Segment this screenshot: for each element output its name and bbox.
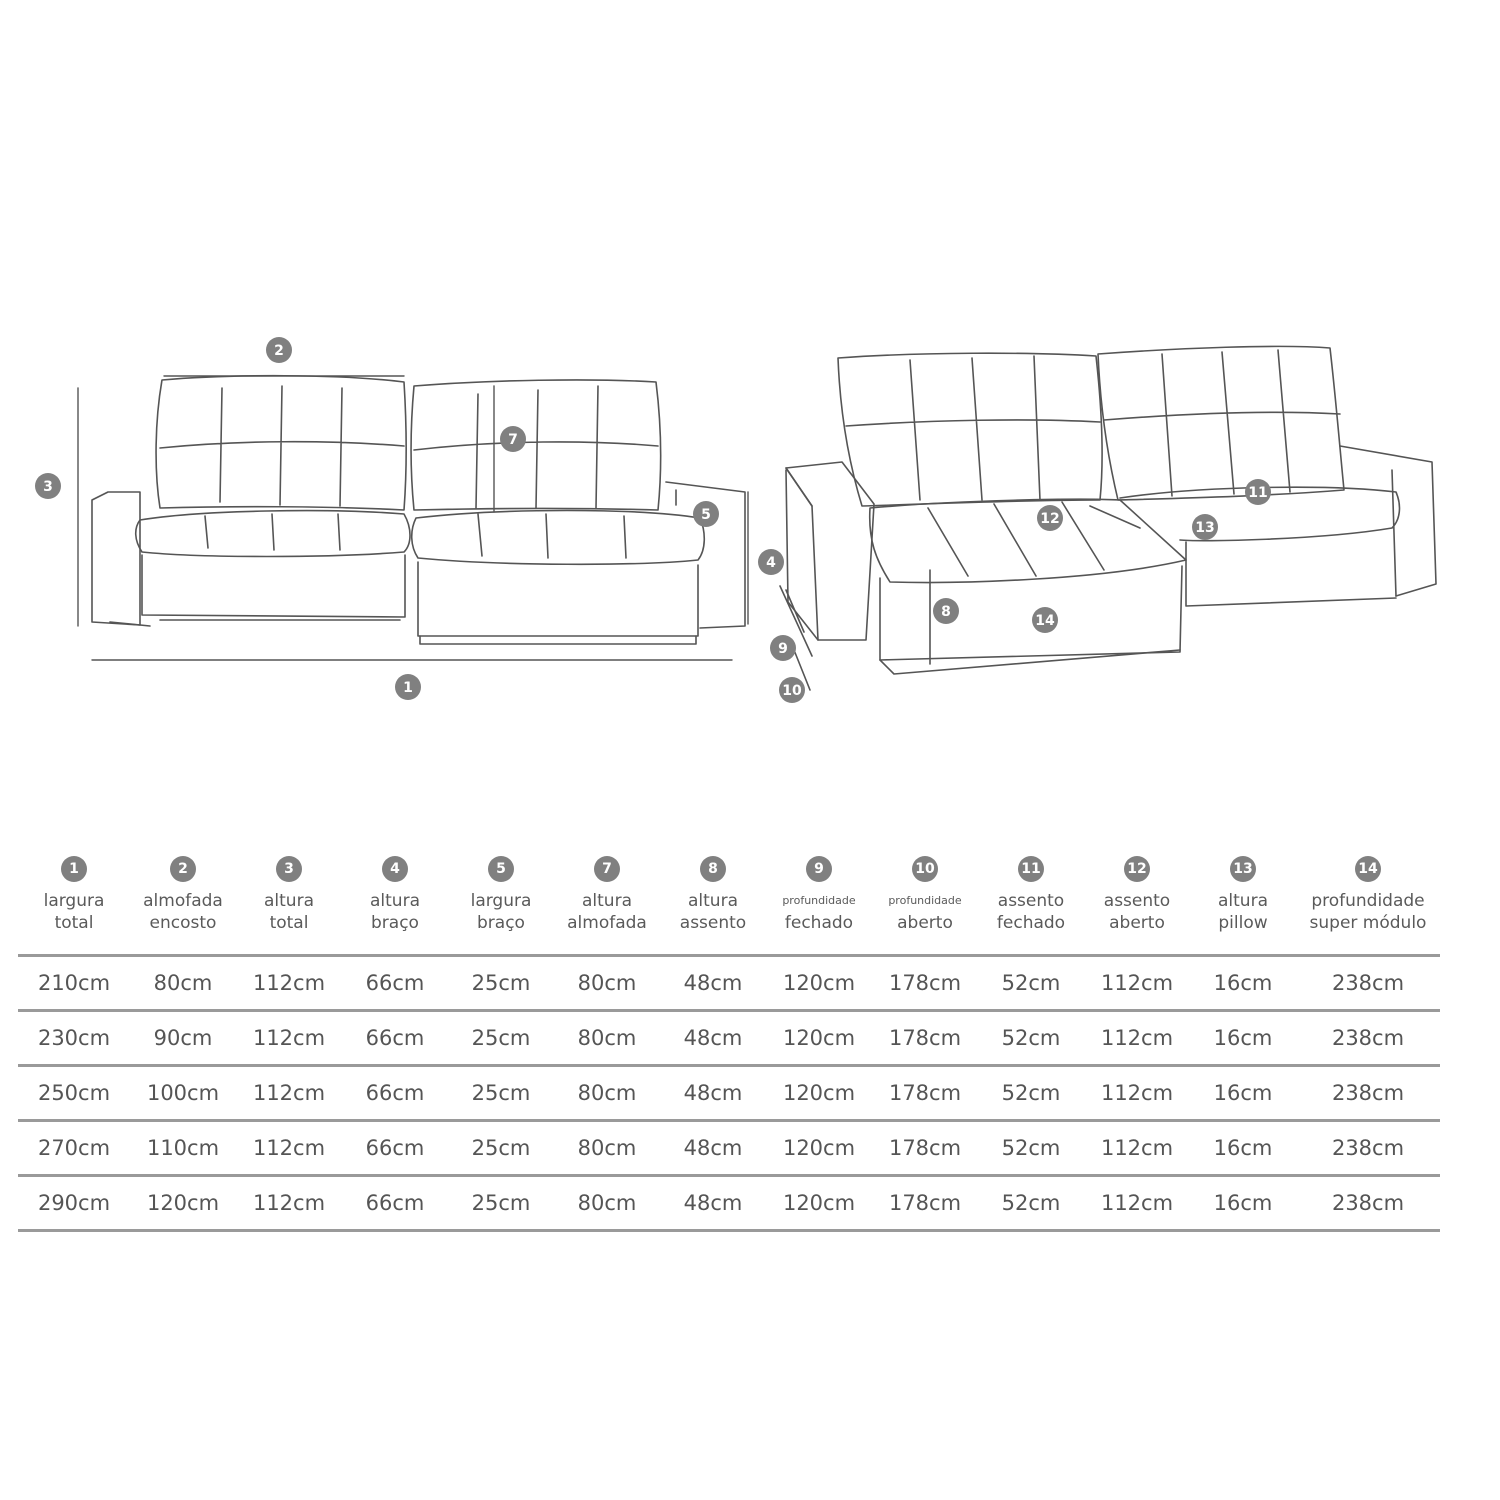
table-cell: 178cm	[888, 1026, 962, 1050]
front-dimension-lines	[78, 376, 748, 660]
column-label-line: aberto	[1109, 913, 1165, 933]
table-cell: 238cm	[1331, 1081, 1405, 1105]
table-cell: 66cm	[365, 1191, 425, 1215]
column-label-line: altura	[582, 891, 632, 911]
table-cell: 48cm	[683, 1191, 743, 1215]
table-cell: 112cm	[252, 1136, 326, 1160]
column-label	[782, 890, 855, 934]
column-label	[1104, 890, 1170, 934]
badges	[35, 337, 1271, 703]
svg-text:10: 10	[782, 683, 802, 699]
svg-text:4: 4	[766, 555, 776, 571]
column-label-line: super módulo	[1309, 913, 1427, 933]
table-cell: 52cm	[1001, 1026, 1061, 1050]
table-cell: 25cm	[471, 1136, 531, 1160]
badge-5	[693, 501, 719, 527]
table-cell: 80cm	[577, 1026, 637, 1050]
table-cell: 178cm	[888, 971, 962, 995]
table-cell: 120cm	[782, 971, 856, 995]
column-label	[143, 890, 223, 934]
table-cell: 80cm	[577, 1081, 637, 1105]
column-number-badge: 9	[806, 856, 832, 882]
svg-text:12: 12	[1040, 511, 1060, 527]
table-cell: 112cm	[252, 1081, 326, 1105]
table-cell: 52cm	[1001, 1136, 1061, 1160]
table-cell: 238cm	[1331, 1191, 1405, 1215]
column-label-line: assento	[679, 913, 747, 933]
table-cell: 112cm	[252, 1026, 326, 1050]
perspective-sofa	[780, 346, 1436, 690]
table-header-row	[18, 848, 1440, 954]
column-header-10	[872, 848, 978, 954]
table-cell: 100cm	[146, 1081, 220, 1105]
table-cell: 238cm	[1331, 1026, 1405, 1050]
column-header-12	[1084, 848, 1190, 954]
table-cell: 48cm	[683, 971, 743, 995]
table-cell: 120cm	[782, 1191, 856, 1215]
column-label-line: pillow	[1218, 913, 1268, 933]
table-cell: 230cm	[37, 1026, 111, 1050]
table-cell: 52cm	[1001, 1081, 1061, 1105]
table-cell: 52cm	[1001, 971, 1061, 995]
column-number-badge: 8	[700, 856, 726, 882]
svg-text:8: 8	[941, 604, 951, 620]
column-header-8	[660, 848, 766, 954]
badge-11	[1245, 479, 1271, 505]
table-cell: 80cm	[577, 1191, 637, 1215]
column-label	[471, 890, 532, 934]
table-row	[18, 1064, 1440, 1119]
column-label-line: altura	[1218, 891, 1268, 911]
badge-9	[770, 635, 796, 661]
table-cell: 112cm	[1100, 1191, 1174, 1215]
table-cell: 178cm	[888, 1191, 962, 1215]
svg-text:2: 2	[274, 343, 284, 359]
badge-7	[500, 426, 526, 452]
table-body	[18, 954, 1440, 1232]
table-cell: 120cm	[782, 1136, 856, 1160]
svg-text:1: 1	[403, 680, 413, 696]
column-label	[997, 890, 1065, 934]
table-cell: 290cm	[37, 1191, 111, 1215]
table-cell: 66cm	[365, 1136, 425, 1160]
table-cell: 112cm	[1100, 1081, 1174, 1105]
svg-text:11: 11	[1248, 485, 1268, 501]
front-view-sofa	[92, 376, 745, 644]
table-cell: 25cm	[471, 1081, 531, 1105]
column-label	[1218, 890, 1268, 934]
column-header-14	[1296, 848, 1440, 954]
column-label-line: largura	[43, 891, 105, 911]
column-label-line: profundidade	[1311, 891, 1425, 911]
table-cell: 178cm	[888, 1081, 962, 1105]
table-cell: 16cm	[1213, 971, 1273, 995]
table-cell: 66cm	[365, 1081, 425, 1105]
table-cell: 48cm	[683, 1026, 743, 1050]
column-number-badge: 11	[1018, 856, 1044, 882]
table-cell: 90cm	[153, 1026, 213, 1050]
column-number-badge: 10	[912, 856, 938, 882]
badge-3	[35, 473, 61, 499]
column-header-4	[342, 848, 448, 954]
badge-1	[395, 674, 421, 700]
column-label-line: almofada	[567, 913, 647, 933]
column-number-badge: 4	[382, 856, 408, 882]
column-header-7	[554, 848, 660, 954]
table-cell: 110cm	[146, 1136, 220, 1160]
table-cell: 238cm	[1331, 1136, 1405, 1160]
badge-14	[1032, 607, 1058, 633]
table-cell: 120cm	[782, 1026, 856, 1050]
badge-2	[266, 337, 292, 363]
column-label	[264, 890, 314, 934]
column-number-badge: 2	[170, 856, 196, 882]
column-label	[888, 890, 961, 934]
column-label-line: fechado	[996, 913, 1066, 933]
column-label	[567, 890, 647, 934]
column-label-line: assento	[997, 891, 1065, 911]
table-row	[18, 1009, 1440, 1064]
column-label-line: altura	[370, 891, 420, 911]
svg-text:5: 5	[701, 507, 711, 523]
table-cell: 112cm	[1100, 1136, 1174, 1160]
column-number-badge: 13	[1230, 856, 1256, 882]
table-cell: 178cm	[888, 1136, 962, 1160]
column-label-line: braço	[371, 913, 419, 933]
table-cell: 48cm	[683, 1136, 743, 1160]
column-label-line: profundidade	[782, 894, 856, 907]
table-row	[18, 1119, 1440, 1174]
column-header-1	[18, 848, 130, 954]
column-number-badge: 12	[1124, 856, 1150, 882]
column-label-line: encosto	[149, 913, 217, 933]
table-cell: 210cm	[37, 971, 111, 995]
table-cell: 80cm	[153, 971, 213, 995]
column-number-badge: 7	[594, 856, 620, 882]
column-label-line: fechado	[784, 913, 854, 933]
badge-13	[1192, 514, 1218, 540]
column-label-line: braço	[477, 913, 525, 933]
dimension-spec-table	[18, 848, 1440, 1232]
table-cell: 250cm	[37, 1081, 111, 1105]
badge-4	[758, 549, 784, 575]
table-cell: 112cm	[1100, 971, 1174, 995]
table-cell: 120cm	[782, 1081, 856, 1105]
svg-text:9: 9	[778, 641, 788, 657]
column-label	[44, 890, 105, 934]
table-cell: 25cm	[471, 1191, 531, 1215]
table-cell: 52cm	[1001, 1191, 1061, 1215]
table-cell: 66cm	[365, 971, 425, 995]
svg-text:14: 14	[1035, 613, 1055, 629]
table-cell: 25cm	[471, 1026, 531, 1050]
table-cell: 112cm	[252, 971, 326, 995]
column-label-line: assento	[1103, 891, 1171, 911]
table-row	[18, 954, 1440, 1009]
table-cell: 66cm	[365, 1026, 425, 1050]
badge-8	[933, 598, 959, 624]
table-cell: 112cm	[1100, 1026, 1174, 1050]
table-cell: 112cm	[252, 1191, 326, 1215]
column-header-5	[448, 848, 554, 954]
column-label	[1310, 890, 1427, 934]
table-cell: 120cm	[146, 1191, 220, 1215]
table-cell: 16cm	[1213, 1081, 1273, 1105]
table-cell: 48cm	[683, 1081, 743, 1105]
column-header-11	[978, 848, 1084, 954]
column-label-line: altura	[264, 891, 314, 911]
column-number-badge: 14	[1355, 856, 1381, 882]
column-number-badge: 3	[276, 856, 302, 882]
column-header-9	[766, 848, 872, 954]
table-cell: 238cm	[1331, 971, 1405, 995]
table-cell: 80cm	[577, 1136, 637, 1160]
column-label-line: largura	[470, 891, 532, 911]
table-row	[18, 1174, 1440, 1232]
column-label-line: total	[54, 913, 94, 933]
column-label	[680, 890, 746, 934]
badge-10	[779, 677, 805, 703]
table-cell: 16cm	[1213, 1026, 1273, 1050]
table-cell: 16cm	[1213, 1136, 1273, 1160]
column-label-line: almofada	[143, 891, 223, 911]
column-label-line: altura	[688, 891, 738, 911]
badge-12	[1037, 505, 1063, 531]
column-label-line: profundidade	[888, 894, 962, 907]
table-cell: 270cm	[37, 1136, 111, 1160]
column-label-line: aberto	[897, 913, 953, 933]
column-number-badge: 1	[61, 856, 87, 882]
column-header-2	[130, 848, 236, 954]
column-header-3	[236, 848, 342, 954]
svg-text:7: 7	[508, 432, 518, 448]
svg-text:3: 3	[43, 479, 53, 495]
column-number-badge: 5	[488, 856, 514, 882]
table-cell: 80cm	[577, 971, 637, 995]
table-cell: 16cm	[1213, 1191, 1273, 1215]
column-header-13	[1190, 848, 1296, 954]
svg-text:13: 13	[1195, 520, 1215, 536]
table-cell: 25cm	[471, 971, 531, 995]
column-label-line: total	[269, 913, 309, 933]
column-label	[370, 890, 420, 934]
